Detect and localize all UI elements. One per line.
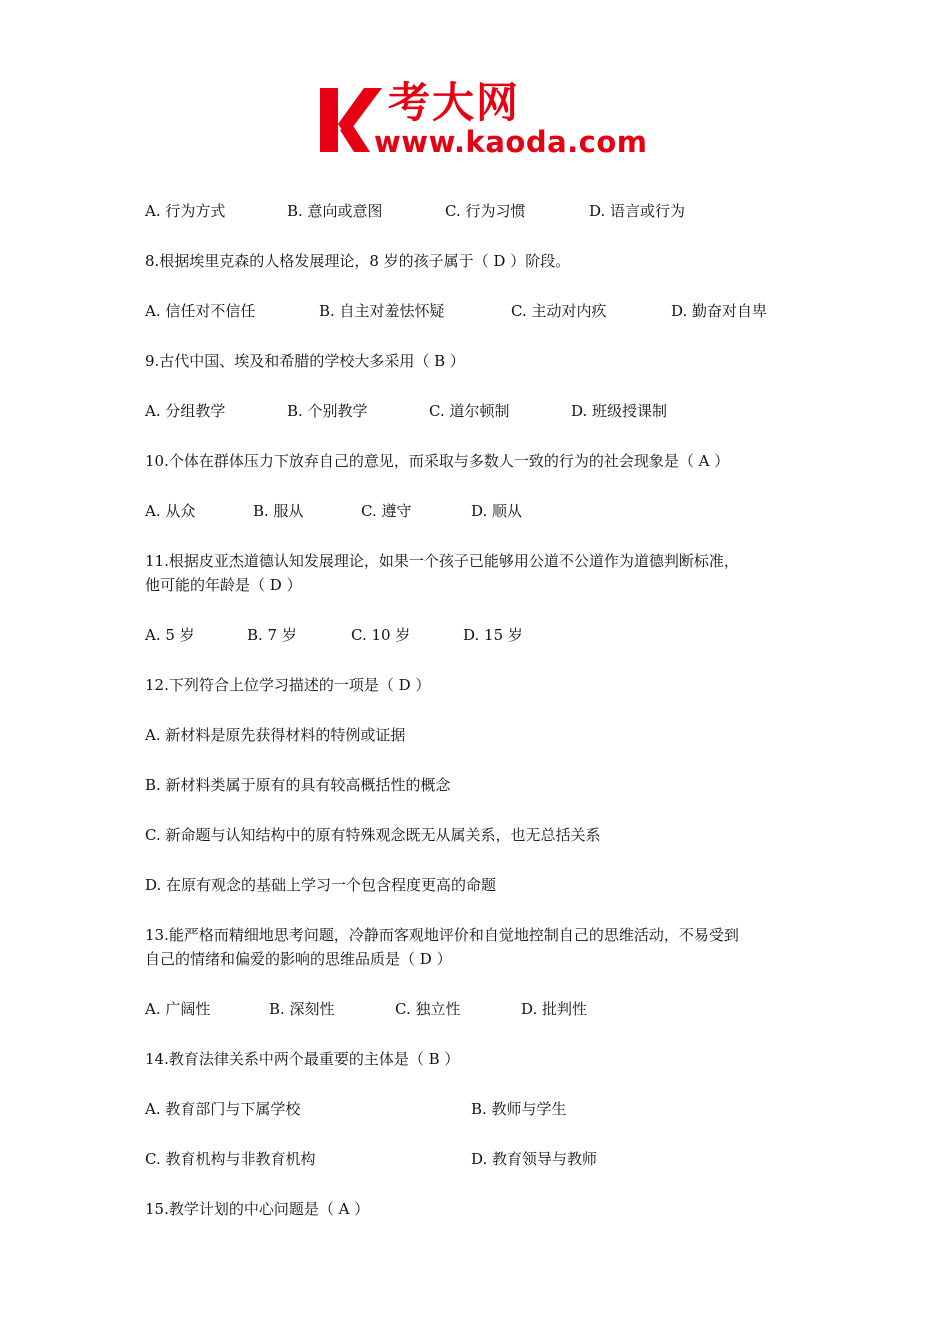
q7-options [145,199,810,223]
option-d: D. 班级授课制 [571,402,668,420]
kaoda-logo [318,80,648,162]
option-c: C. 独立性 [395,1000,461,1018]
question-11-line-1: 11.根据皮亚杰道德认知发展理论，如果一个孩子已能够用公道不公道作为道德判断标准， [145,552,739,570]
option-d: D. 语言或行为 [589,202,686,220]
option-c: C. 主动对内疚 [511,302,607,320]
option-b: B. 意向或意图 [287,202,383,220]
q13-options [145,997,810,1021]
document-body [145,199,810,1247]
option-c: C. 道尔顿制 [429,402,510,420]
option-a: A. 信任对不信任 [145,302,256,320]
option-a: A. 教育部门与下属学校 [145,1100,301,1118]
question-10: 10.个体在群体压力下放弃自己的意见，而采取与多数人一致的行为的社会现象是（ A ） [145,452,730,470]
q14-options-row-1 [145,1097,810,1121]
option-b: B. 7 岁 [247,626,297,644]
option-a: A. 从众 [145,502,196,520]
option-a: A. 5 岁 [145,626,195,644]
option-d: D. 顺从 [471,502,523,520]
q9-options [145,399,810,423]
option-b: B. 服从 [253,502,304,520]
option-a: A. 行为方式 [145,202,226,220]
question-8: 8.根据埃里克森的人格发展理论，8 岁的孩子属于（ D ）阶段。 [145,252,571,270]
option-c: C. 遵守 [361,502,412,520]
option-b: B. 深刻性 [269,1000,335,1018]
question-13 [145,923,810,971]
q12-option-c: C. 新命题与认知结构中的原有特殊观念既无从属关系，也无总括关系 [145,826,601,844]
q14-options-row-2 [145,1147,810,1171]
option-d: D. 批判性 [521,1000,588,1018]
option-c: C. 10 岁 [351,626,411,644]
q12-option-d: D. 在原有观念的基础上学习一个包含程度更高的命题 [145,876,497,894]
question-11 [145,549,810,597]
option-b: B. 自主对羞怯怀疑 [319,302,445,320]
option-a: A. 广阔性 [145,1000,211,1018]
option-c: C. 行为习惯 [445,202,526,220]
option-d: D. 勤奋对自卑 [671,302,768,320]
option-c: C. 教育机构与非教育机构 [145,1150,316,1168]
logo-url-text: www.kaoda.com [374,125,648,159]
option-d: D. 15 岁 [463,626,523,644]
k-logo-icon [318,84,382,156]
q8-options [145,299,810,323]
question-14: 14.教育法律关系中两个最重要的主体是（ B ） [145,1050,460,1068]
option-b: B. 个别教学 [287,402,368,420]
question-13-line-1: 13.能严格而精细地思考问题，冷静而客观地评价和自觉地控制自己的思维活动，不易受到 [145,926,739,944]
q12-option-b: B. 新材料类属于原有的具有较高概括性的概念 [145,776,451,794]
question-11-line-2: 他可能的年龄是（ D ） [145,576,302,594]
q11-options [145,623,810,647]
option-a: A. 分组教学 [145,402,226,420]
question-12: 12.下列符合上位学习描述的一项是（ D ） [145,676,431,694]
option-b: B. 教师与学生 [471,1100,567,1118]
q10-options [145,499,810,523]
q12-option-a: A. 新材料是原先获得材料的特例或证据 [145,726,406,744]
option-d: D. 教育领导与教师 [471,1150,598,1168]
question-13-line-2: 自己的情绪和偏爱的影响的思维品质是（ D ） [145,950,452,968]
question-9: 9.古代中国、埃及和希腊的学校大多采用（ B ） [145,352,465,370]
question-15: 15.教学计划的中心问题是（ A ） [145,1200,370,1218]
logo-brand-text: 考大网 [388,78,521,127]
